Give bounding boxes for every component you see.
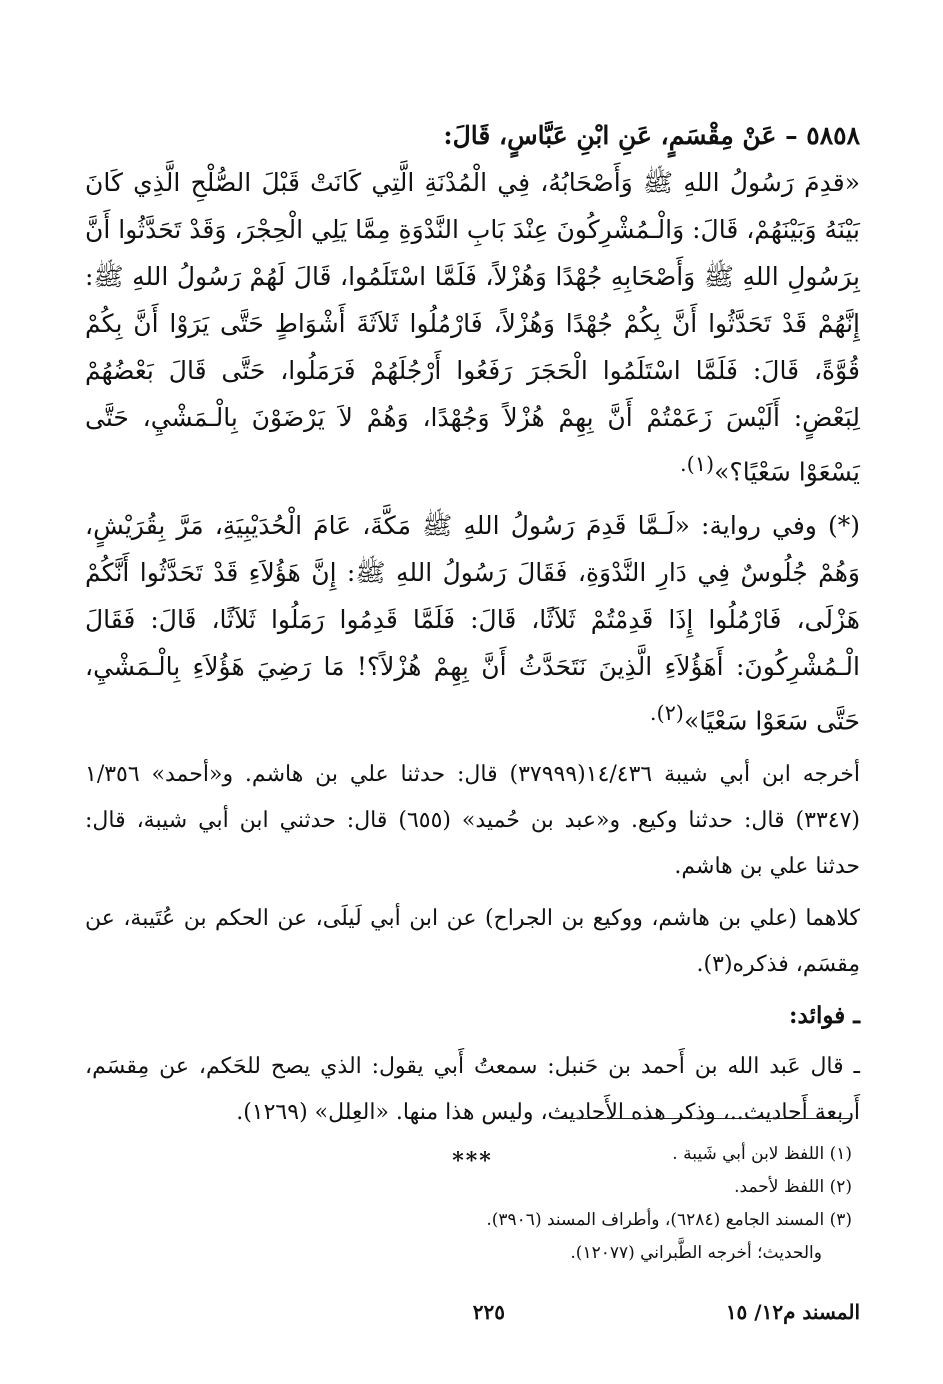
page-body (85, 112, 860, 1174)
volume-mark: المسند م١٢/ ١٥ (725, 1300, 860, 1324)
hadith-number: ٥٨٥٨ (806, 121, 860, 150)
footnote-3-continuation: والحديث؛ أخرجه الطَّبراني (١٢٠٧٧). (570, 1243, 822, 1263)
footnote-2: (٢) اللفظ لأحمد. (734, 1177, 852, 1197)
footnote-divider (555, 1118, 851, 1119)
hadith-footnote-ref: (١). (680, 452, 715, 476)
footnote-3: (٣) المسند الجامع (٦٢٨٤)، وأطراف المسند (٣٩٠٦). (486, 1210, 852, 1230)
fawaid-heading: ـ فوائد: (789, 1001, 860, 1029)
hadith-header: – عَنْ مِقْسَمٍ، عَنِ ابْنِ عَبَّاسٍ، قَالَ: (443, 121, 807, 150)
page-footer (85, 1300, 860, 1336)
page-number: ٢٢٥ (472, 1300, 505, 1324)
riwaya-paragraph (85, 502, 860, 744)
riwaya-text: (*) وفي رواية: «لَـمَّا قَدِمَ رَسُولُ اللهِ ﷺ مَكَّةَ، عَامَ الْحُدَيْبِيَةِ، مَرَّ بِقُرَيْشٍ، وَهُمْ جُلُوسٌ فِي دَارِ النَّدْوَةِ، فَقَالَ رَسُولُ اللهِ ﷺ: إِنَّ هَؤُلاَءِ قَدْ تَحَدَّثُوا أَنَّكُمْ هَزْلَى، فَارْمُلُوا إِذَا قَدِمْتُمْ ثَلاَثًا، قَالَ: فَلَمَّا قَدِمُوا رَمَلُوا ثَلاَثًا، قَالَ: فَقَالَ الْـمُشْرِكُونَ: أَهَؤُلاَءِ الَّذِينَ نَتَحَدَّثُ أَنَّ بِهِمْ هُزْلاً؟! مَا رَضِيَ هَؤُلاَءِ بِالْـمَشْيِ، حَتَّى سَعَوْا سَعْيًا» (85, 511, 860, 736)
takhrij-paragraph-1: أخرجه ابن أبي شيبة ١٤/٤٣٦(٣٧٩٩٩) قال: حدثنا علي بن هاشم. و«أحمد» ١/٣٥٦ (٣٣٤٧) قال: حدثنا وكيع. و«عبد بن حُميد» (٦٥٥) قال: حدثني ابن أبي شيبة، قال: حدثنا علي بن هاشم. (85, 761, 861, 879)
footnote-1: (١) اللفظ لابن أبي شَيبة . (672, 1144, 852, 1164)
hadith-text: «قدِمَ رَسُولُ اللهِ ﷺ وَأَصْحَابُهُ، فِي الْمُدْنَةِ الَّتِي كَانَتْ قَبْلَ الصُّلْحِ الَّذِي كَانَ بَيْنَهُ وَبَيْنَهُمْ، قَالَ: وَالْـمُشْرِكُونَ عِنْدَ بَابِ النَّدْوَةِ مِمَّا يَلِي الْحِجْرَ، وَقَدْ تَحَدَّثُوا أَنَّ بِرَسُولِ اللهِ ﷺ وَأَصْحَابِهِ جُهْدًا وَهُزْلاً، فَلَمَّا اسْتَلَمُوا، قَالَ لَهُمْ رَسُولُ اللهِ ﷺ: إِنَّهُمْ قَدْ تَحَدَّثُوا أَنَّ بِكُمْ جُهْدًا وَهُزْلاً، فَارْمُلُوا ثَلاَثَةَ أَشْوَاطٍ حَتَّى يَرَوْا أَنَّ بِكُمْ قُوَّةً، قَالَ: فَلَمَّا اسْتَلَمُوا الْحَجَرَ رَفَعُوا أَرْجُلَهُمْ فَرَمَلُوا، حَتَّى قَالَ بَعْضُهُمْ لِبَعْضٍ: أَلَيْسَ زَعَمْتُمْ أَنَّ بِهِمْ هُزْلاً وَجُهْدًا، وَهُمْ لاَ يَرْضَوْنَ بِالْـمَشْيِ، حَتَّى يَسْعَوْا سَعْيًا؟» (85, 168, 860, 487)
takhrij-paragraph-2: كلاهما (علي بن هاشم، ووكيع بن الجراح) عن ابن أبي لَيلَى، عن الحكم بن عُتَيبة، عن مِقسَم، فذكره(٣). (85, 905, 860, 977)
section-separator: *** (452, 1147, 493, 1174)
hadith-paragraph (85, 112, 860, 495)
fawaid-text: ـ قال عَبد الله بن أَحمد بن حَنبل: سمعتُ أَبي يقول: الذي يصح للحَكم، عن مِقسَم، أَربعة أَحاديث..، وذكر هذه الأَحاديث، وليس هذا منها. «العِلل» (١٢٦٩). (85, 1053, 860, 1125)
footnotes (300, 1138, 852, 1270)
riwaya-footnote-ref: (٢). (649, 701, 684, 726)
